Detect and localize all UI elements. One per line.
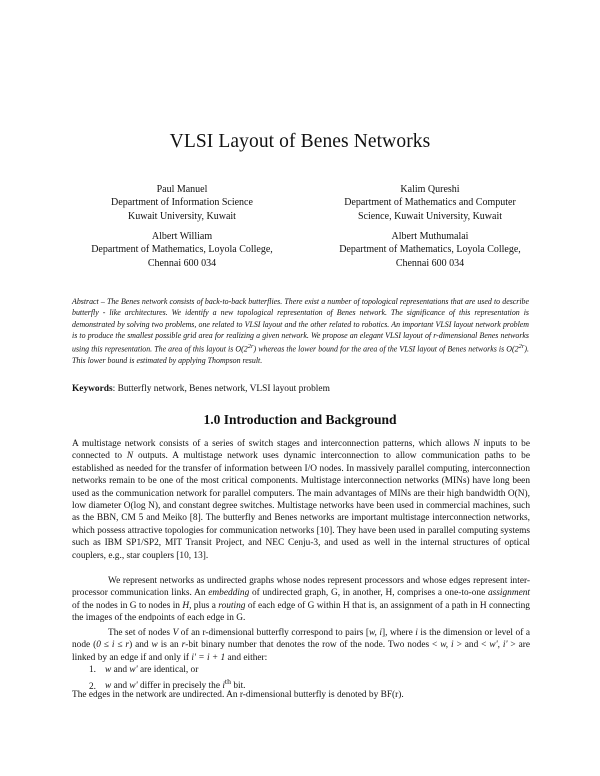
text: The set of nodes <box>108 628 173 638</box>
text: outputs. A multistage network uses dynamic interconnection to allow communication paths to be established as needed for the transfer of information between I/O nodes. In massively parallel computing, interconnection networks remain to be one of the most critical components. Multistage interconnection networks (MINs) have long been used as the communication network for parallel computers. The main advantages of MINs are their high bandwidth O(N), low diameter O(log N), and constant degree switches. Multistage networks have been used in commercial machines, such as the BBN, CM 5 and Meiko [8]. The butterfly and Benes networks are important multistage interconnection networks, which possess attractive topologies for communication networks [10]. They have been used in parallel computing systems such as IBM SP1/SP2, MIT Transit Project, and NEC Cenju-3, and used as well in the internal structures of optical couplers, e.g., star couplers [10, 13]. <box>72 451 531 561</box>
text: > are linked by an edge if and only if <box>72 640 530 663</box>
math-var: i <box>222 681 225 692</box>
math-expr: i' = i + 1 <box>191 652 226 663</box>
author-block-1 <box>57 183 307 223</box>
text: and <box>111 681 130 692</box>
author-name: Paul Manuel <box>156 184 208 195</box>
list-number: 2. <box>89 681 97 692</box>
author-block-2 <box>305 183 555 223</box>
author-name: Kalim Qureshi <box>400 184 460 195</box>
math-var: N <box>473 439 480 449</box>
paragraph-intro <box>72 438 530 562</box>
section-heading: 1.0 Introduction and Background <box>203 412 397 427</box>
author-name: Albert Muthumalai <box>391 231 469 242</box>
math-var: r <box>181 640 186 651</box>
math-var: N <box>126 451 134 462</box>
text: and <box>111 665 130 675</box>
abstract-exponent: 2r <box>247 343 254 351</box>
text: A multistage network consists of a series of switch stages and interconnection patterns, which allows <box>72 439 474 449</box>
author-affiliation: Kuwait University, Kuwait <box>128 210 236 222</box>
abstract <box>72 296 529 366</box>
abstract-text: ) whereas the lower bound for the area of the VLSI layout of Benes networks is O(2 <box>253 344 519 354</box>
text: inputs to be connected to <box>72 439 530 462</box>
keywords-label: Keywords <box>72 384 113 394</box>
abstract-text: ). This lower bound is estimated by applying Thompson result. <box>72 344 530 366</box>
math-var: w <box>105 665 112 675</box>
ordinal-suffix: th <box>224 677 231 687</box>
math-var: w <box>151 640 158 651</box>
math-expr: 0 ≤ i ≤ r <box>96 640 130 651</box>
math-expr: w, i <box>440 640 454 651</box>
text: differ in precisely the <box>137 681 223 692</box>
author-affiliation: Chennai 600 034 <box>147 257 217 269</box>
emphasis: assignment <box>487 588 531 599</box>
author-name: Albert William <box>151 231 213 242</box>
text: ], where <box>381 628 416 638</box>
paragraph-butterfly <box>72 627 530 664</box>
math-var: w' <box>129 681 138 692</box>
author-affiliation: Science, Kuwait University, Kuwait <box>357 210 503 222</box>
emphasis: embedding <box>208 588 250 599</box>
author-affiliation: Department of Information Science <box>111 197 253 209</box>
text: and either: <box>225 652 268 663</box>
math-var: w <box>105 681 112 692</box>
text: -bit binary number that denotes the row of the node. Two nodes < <box>185 640 441 651</box>
closing-sentence: The edges in the network are undirected. An r-dimensional butterfly is denoted by BF(r). <box>72 690 404 700</box>
author-affiliation: Department of Mathematics and Computer <box>344 197 516 209</box>
emphasis: H <box>182 600 190 611</box>
author-block-3 <box>57 230 307 270</box>
text: are identical, or <box>137 665 199 675</box>
text: of an r-dimensional butterfly correspond to pairs [ <box>178 628 369 638</box>
text: is the dimension or level of a node ( <box>72 628 530 651</box>
paper-title: VLSI Layout of Benes Networks <box>169 131 431 152</box>
author-affiliation: Department of Mathematics, Loyola College, <box>91 244 273 256</box>
list-number: 1. <box>89 665 97 675</box>
math-var: V <box>172 628 179 638</box>
list-item <box>89 664 529 676</box>
author-affiliation: Chennai 600 034 <box>395 257 465 269</box>
abstract-exponent: 2r <box>518 343 525 351</box>
keywords <box>72 383 532 395</box>
text: We represent networks as undirected graphs whose nodes represent processors and whose edges represent inter-processor communication links. An <box>72 576 530 599</box>
text: ) and <box>129 640 152 651</box>
math-var: i <box>415 628 418 638</box>
text: , plus a <box>189 600 219 611</box>
emphasis: routing <box>218 600 246 611</box>
paragraph-embedding <box>72 575 530 625</box>
text: is an <box>157 640 182 651</box>
text: of each edge of G within H that is, an assignment of a path in H connecting the images of the endpoints of each edge in G. <box>72 600 530 624</box>
math-expr: w', i' <box>489 640 508 651</box>
math-var: w' <box>129 665 138 675</box>
text: bit. <box>230 681 246 692</box>
author-affiliation: Department of Mathematics, Loyola College, <box>339 244 521 256</box>
abstract-text: Abstract – The Benes network consists of back-to-back butterflies. There exist a number of topological representations that are used to describe butterfly - like architectures. We identify a new topological representation of Benes network. The significance of this representation is demonstrated by solving two problems, one related to VLSI layout and the other related to robotics. An important VLSI layout network problem is to produce the smallest possible grid area for realizing a given network. We propose an elegant VLSI layout of r-dimensional Benes networks using this representation. The area of this layout is O(2 <box>72 297 529 354</box>
author-block-4 <box>305 230 555 270</box>
text: of the nodes in G to nodes in <box>72 600 183 611</box>
text: > and < <box>453 640 490 651</box>
math-var: w, i <box>368 628 382 638</box>
keywords-text: : Butterfly network, Benes network, VLSI layout problem <box>112 384 330 394</box>
text: of undirected graph, G, in another, H, comprises a one-to-one <box>249 588 488 599</box>
